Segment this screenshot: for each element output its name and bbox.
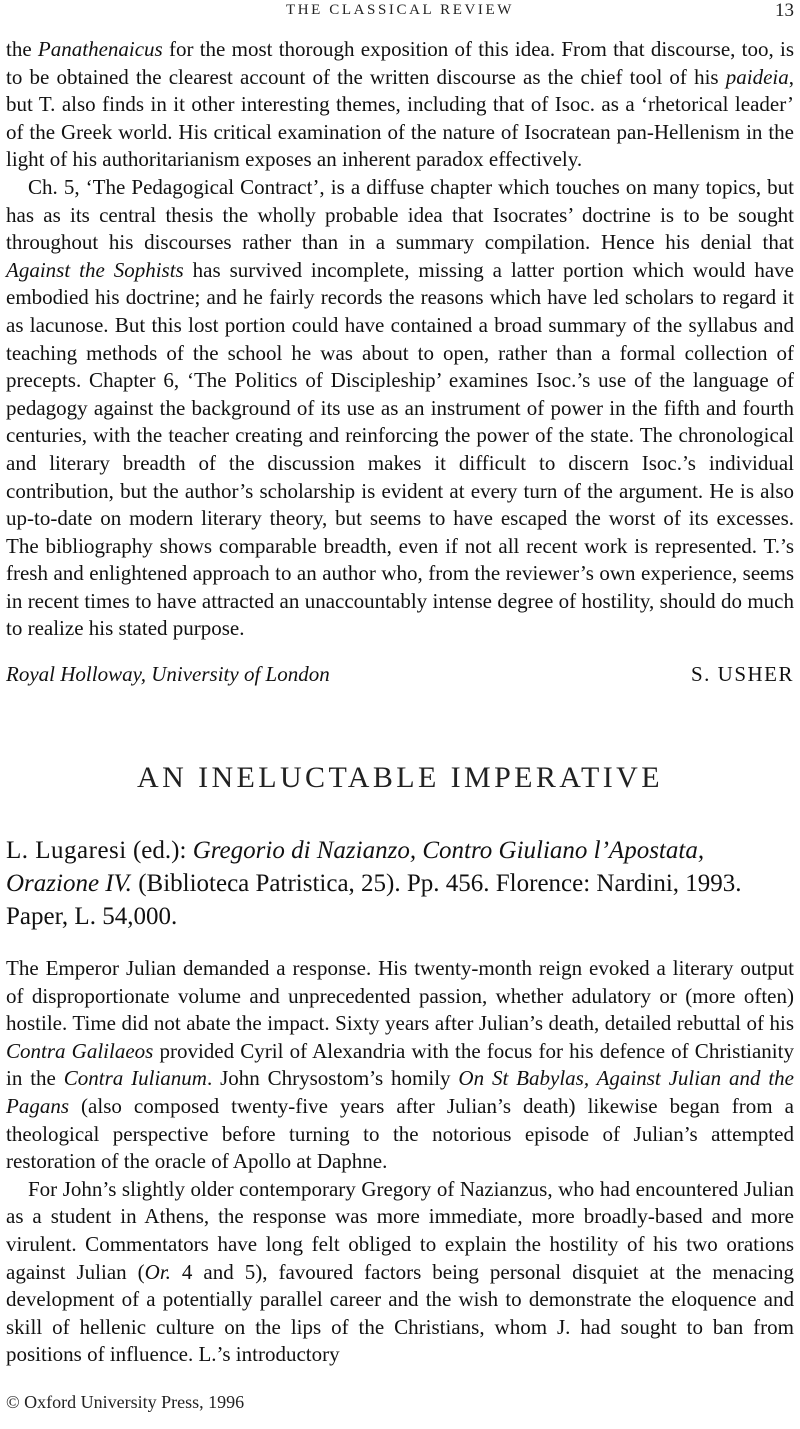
text-run: for the most thorough exposition of this idea. From that discourse, too, is to be obtained the clearest account of the written discourse as the chief tool of his xyxy=(6,37,794,89)
paragraph-chapter-5 xyxy=(6,174,794,643)
review-body xyxy=(6,955,794,1369)
text-run: the xyxy=(6,37,38,61)
italic-title: Against the Sophists xyxy=(6,257,184,282)
text-run: 4 and 5), favoured factors being personal disquiet at the menacing development of a potentially parallel career and the wish to demonstrate the eloquence and skill of hellenic culture on the lips of the Christians, whom J. had sought to ban from positions of influence. L.’s introductory xyxy=(6,1259,795,1367)
text-run: has survived incomplete, missing a latter portion which would have embodied his doctrine; and he fairly records the reasons which have led scholars to regard it as lacunose. But this lost portion could have contained a broad summary of the syllabus and teaching methods of the school he was about to open, rather than a formal collection of precepts. Chapter 6, ‘The Politics of Discipleship’ examines Isoc.’s use of the language of pedagogy against the background of its use as an instrument of power in the fifth and fourth centuries, with the teacher creating and reinforcing the power of the state. The chronological and literary breadth of the discussion makes it difficult to discern Isoc.’s individual contribution, but the author’s scholarship is evident at every turn of the argument. He is also up-to-date on modern literary theory, but seems to have escaped the worst of its excesses. The bibliography shows comparable breadth, even if not all recent work is represented. T.’s fresh and enlightened approach to an author who, from the reviewer’s own experience, seems in recent times to have attracted an unaccountably intense degree of hostility, should do much to realize his stated purpose. xyxy=(6,257,794,641)
text-run: , but T. also finds in it other interesting themes, including that of Isoc. as a ‘rhetorical leader’ of the Greek world. His critical examination of the nature of Isocratean pan-Hellenism in the light of his authoritarianism exposes an inherent paradox effectively. xyxy=(6,64,794,172)
text-run: (also composed twenty-five years after Julian’s death) likewise began from a theological perspective before turning to the notorious episode of Julian’s attempted restoration of the oracle of Apollo at Daphne. xyxy=(6,1094,794,1174)
page-header xyxy=(0,0,800,26)
paragraph-intro xyxy=(6,955,794,1176)
book-details: (Biblioteca Patristica, 25). Pp. 456. Florence: Nardini, 1993. Paper, L. 54,000. xyxy=(6,870,742,931)
text-block xyxy=(6,36,794,1369)
book-title: Gregorio di Nazianzo, Contro Giuliano l’Apostata, Orazione IV. xyxy=(6,837,705,898)
section-title: AN INELUCTABLE IMPERATIVE xyxy=(137,761,663,795)
paragraph-continuation xyxy=(6,36,794,174)
copyright-footer: © Oxford University Press, 1996 xyxy=(6,1392,245,1412)
paragraph-gregory xyxy=(6,1176,794,1369)
italic-title: Contra Galilaeos xyxy=(6,1038,154,1063)
running-head: THE CLASSICAL REVIEW xyxy=(285,2,515,18)
italic-title: Contra Iulianum xyxy=(63,1066,207,1091)
text-run: For John’s slightly older contemporary Gregory of Nazianzus, who had encountered Julian as a student in Athens, the response was more immediate, more broadly-based and more virulent. Commentators have long felt obliged to explain the hostility of his two orations against Julian ( xyxy=(6,1176,794,1284)
review-signature xyxy=(6,661,794,688)
page-number: 13 xyxy=(775,0,794,21)
italic-term: paideia xyxy=(725,64,789,89)
book-editor: L. Lugaresi xyxy=(6,837,127,865)
italic-title: Panathenaicus xyxy=(37,37,163,61)
text-run: The Emperor Julian demanded a response. His twenty-month reign evoked a literary output of disproportionate volume and unprecedented passion, whether adulatory or (more often) hostile. Time did not abate the impact. Sixty years after Julian’s death, detailed rebuttal of his xyxy=(6,956,794,1036)
italic-abbrev: Or. xyxy=(144,1259,171,1284)
text-run: Ch. 5, ‘The Pedagogical Contract’, is a diffuse chapter which touches on many topics, but has as its central thesis the wholly probable idea that Isocrates’ doctrine is to be sought throughout his discourses rather than in a summary compilation. Hence his denial that xyxy=(6,174,794,255)
book-citation xyxy=(6,834,794,933)
text-run: . John Chrysostom’s homily xyxy=(206,1066,459,1091)
reviewer-name: S. USHER xyxy=(690,662,794,687)
italic-title: On St Babylas, Against Julian and the Pagans xyxy=(6,1066,795,1119)
text-run: provided Cyril of Alexandria with the focus for his defence of Christianity in the xyxy=(6,1038,794,1091)
editor-role: (ed.): xyxy=(126,837,193,865)
reviewer-affiliation: Royal Holloway, University of London xyxy=(6,662,330,687)
